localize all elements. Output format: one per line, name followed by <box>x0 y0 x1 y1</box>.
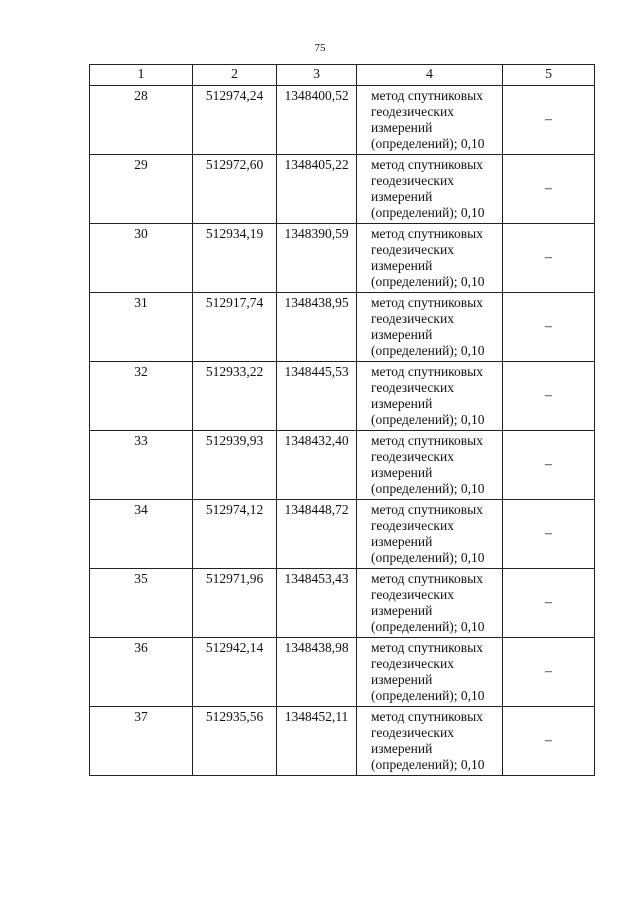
method-line: метод спутниковых <box>371 571 483 586</box>
method-line: (определений); 0,10 <box>371 688 485 703</box>
method-line: метод спутниковых <box>371 709 483 724</box>
note-cell: – <box>503 638 595 707</box>
method-line: геодезических <box>371 449 454 464</box>
method-line: измерений <box>371 534 433 549</box>
method-line: (определений); 0,10 <box>371 274 485 289</box>
point-number-cell: 32 <box>90 362 193 431</box>
method-line: измерений <box>371 672 433 687</box>
point-number-cell: 31 <box>90 293 193 362</box>
method-line: геодезических <box>371 380 454 395</box>
method-line: измерений <box>371 327 433 342</box>
y-coordinate-cell: 1348438,95 <box>277 293 357 362</box>
table-row <box>90 155 595 224</box>
method-cell <box>357 86 503 155</box>
column-header-5: 5 <box>503 65 595 86</box>
note-cell: – <box>503 500 595 569</box>
method-line: метод спутниковых <box>371 226 483 241</box>
point-number-cell: 34 <box>90 500 193 569</box>
table-row <box>90 569 595 638</box>
method-line: метод спутниковых <box>371 157 483 172</box>
table-row <box>90 362 595 431</box>
coordinates-table <box>89 64 595 776</box>
x-coordinate-cell: 512939,93 <box>193 431 277 500</box>
y-coordinate-cell: 1348432,40 <box>277 431 357 500</box>
method-line: (определений); 0,10 <box>371 619 485 634</box>
x-coordinate-cell: 512935,56 <box>193 707 277 776</box>
y-coordinate-cell: 1348448,72 <box>277 500 357 569</box>
method-cell <box>357 500 503 569</box>
column-header-4: 4 <box>357 65 503 86</box>
note-cell: – <box>503 569 595 638</box>
point-number-cell: 36 <box>90 638 193 707</box>
method-line: геодезических <box>371 311 454 326</box>
point-number-cell: 30 <box>90 224 193 293</box>
y-coordinate-cell: 1348445,53 <box>277 362 357 431</box>
method-line: измерений <box>371 258 433 273</box>
table-row <box>90 638 595 707</box>
method-cell <box>357 293 503 362</box>
x-coordinate-cell: 512974,12 <box>193 500 277 569</box>
method-line: геодезических <box>371 518 454 533</box>
x-coordinate-cell: 512972,60 <box>193 155 277 224</box>
method-line: метод спутниковых <box>371 640 483 655</box>
method-line: геодезических <box>371 725 454 740</box>
note-cell: – <box>503 293 595 362</box>
point-number-cell: 33 <box>90 431 193 500</box>
y-coordinate-cell: 1348438,98 <box>277 638 357 707</box>
x-coordinate-cell: 512974,24 <box>193 86 277 155</box>
table-body <box>90 86 595 776</box>
method-cell <box>357 431 503 500</box>
method-cell <box>357 155 503 224</box>
method-line: метод спутниковых <box>371 295 483 310</box>
note-cell: – <box>503 86 595 155</box>
point-number-cell: 29 <box>90 155 193 224</box>
x-coordinate-cell: 512942,14 <box>193 638 277 707</box>
table-row <box>90 293 595 362</box>
method-line: (определений); 0,10 <box>371 550 485 565</box>
table-row <box>90 86 595 155</box>
x-coordinate-cell: 512917,74 <box>193 293 277 362</box>
method-cell <box>357 638 503 707</box>
note-cell: – <box>503 707 595 776</box>
note-cell: – <box>503 224 595 293</box>
column-header-2: 2 <box>193 65 277 86</box>
method-line: (определений); 0,10 <box>371 412 485 427</box>
method-line: геодезических <box>371 104 454 119</box>
note-cell: – <box>503 431 595 500</box>
method-line: измерений <box>371 465 433 480</box>
y-coordinate-cell: 1348452,11 <box>277 707 357 776</box>
method-line: геодезических <box>371 587 454 602</box>
table-row <box>90 500 595 569</box>
method-line: измерений <box>371 189 433 204</box>
y-coordinate-cell: 1348453,43 <box>277 569 357 638</box>
method-line: (определений); 0,10 <box>371 481 485 496</box>
y-coordinate-cell: 1348405,22 <box>277 155 357 224</box>
table-row <box>90 224 595 293</box>
method-line: метод спутниковых <box>371 364 483 379</box>
x-coordinate-cell: 512971,96 <box>193 569 277 638</box>
table-row <box>90 707 595 776</box>
y-coordinate-cell: 1348390,59 <box>277 224 357 293</box>
method-line: измерений <box>371 396 433 411</box>
note-cell: – <box>503 155 595 224</box>
method-line: геодезических <box>371 242 454 257</box>
point-number-cell: 28 <box>90 86 193 155</box>
method-line: (определений); 0,10 <box>371 136 485 151</box>
method-line: измерений <box>371 741 433 756</box>
point-number-cell: 35 <box>90 569 193 638</box>
method-line: метод спутниковых <box>371 433 483 448</box>
method-cell <box>357 569 503 638</box>
column-header-1: 1 <box>90 65 193 86</box>
method-line: (определений); 0,10 <box>371 343 485 358</box>
y-coordinate-cell: 1348400,52 <box>277 86 357 155</box>
column-header-3: 3 <box>277 65 357 86</box>
table-header-row <box>90 65 595 86</box>
method-line: измерений <box>371 120 433 135</box>
method-line: геодезических <box>371 656 454 671</box>
method-cell <box>357 362 503 431</box>
method-cell <box>357 707 503 776</box>
x-coordinate-cell: 512934,19 <box>193 224 277 293</box>
point-number-cell: 37 <box>90 707 193 776</box>
method-line: метод спутниковых <box>371 502 483 517</box>
method-line: измерений <box>371 603 433 618</box>
note-cell: – <box>503 362 595 431</box>
method-line: метод спутниковых <box>371 88 483 103</box>
method-line: (определений); 0,10 <box>371 757 485 772</box>
x-coordinate-cell: 512933,22 <box>193 362 277 431</box>
page-number: 75 <box>314 42 326 54</box>
method-line: (определений); 0,10 <box>371 205 485 220</box>
method-line: геодезических <box>371 173 454 188</box>
method-cell <box>357 224 503 293</box>
table-row <box>90 431 595 500</box>
